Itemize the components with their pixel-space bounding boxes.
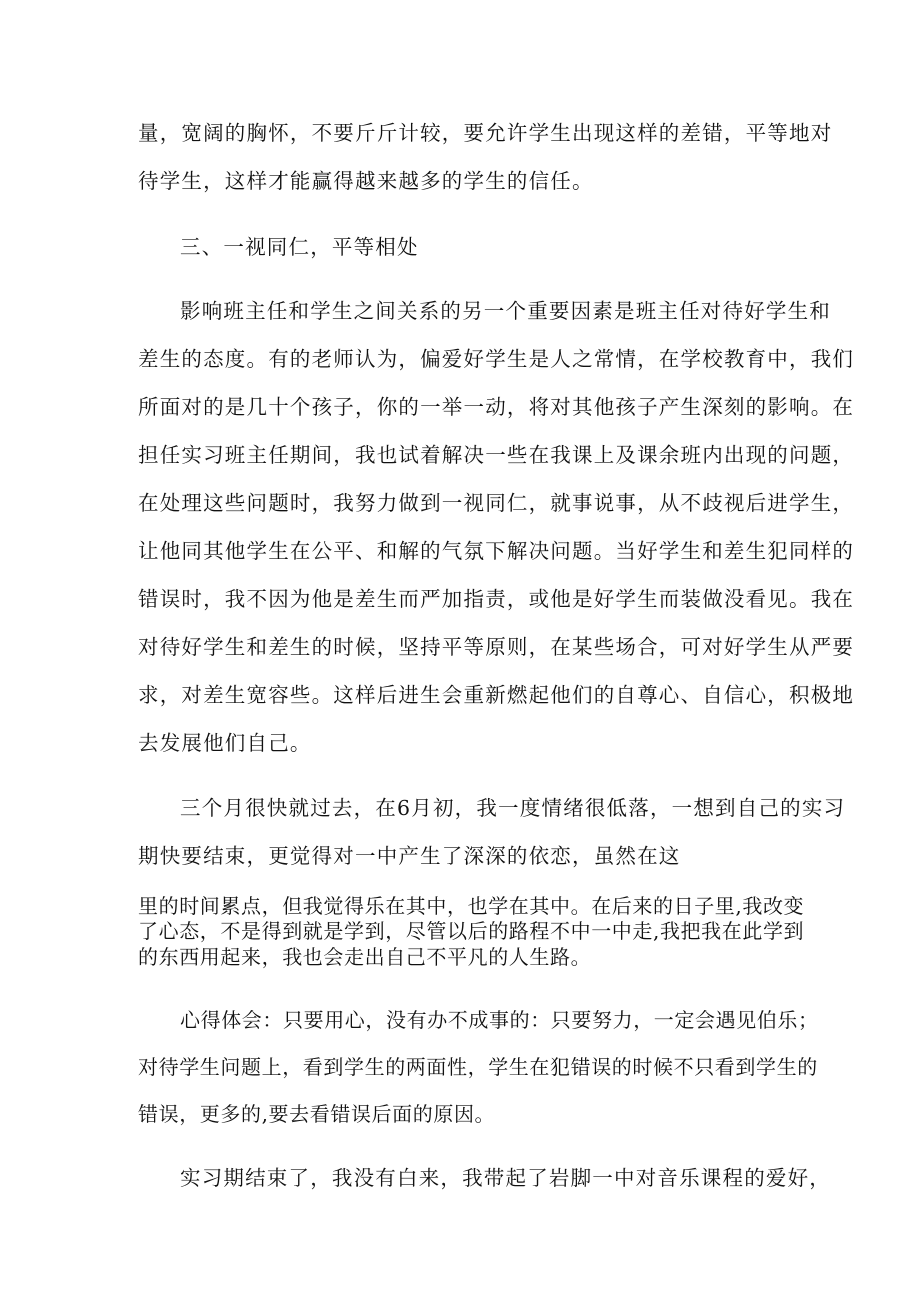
text-line: 所面对的是几十个孩子，你的一举一动，将对其他孩子产生深刻的影响。在 (138, 395, 855, 419)
text-line: 期快要结束，更觉得对一中产生了深深的依恋，虽然在这 (138, 844, 681, 868)
text-line: 让他同其他学生在公平、和解的气氛下解决问题。当好学生和差生犯同样的 (138, 539, 855, 563)
paragraph-start-line: 影响班主任和学生之间关系的另一个重要因素是班主任对待好学生和 (180, 299, 831, 323)
text-line: 对待好学生和差生的时候，坚持平等原则，在某些场合，可对好学生从严要 (138, 635, 855, 659)
section-heading: 三、一视同仁，平等相处 (180, 235, 419, 259)
text-line: 在处理这些问题时，我努力做到一视同仁，就事说事，从不歧视后进学生， (138, 491, 855, 515)
text-line: 去发展他们自己。 (138, 731, 312, 755)
text-line: 对待学生问题上，看到学生的两面性，学生在犯错误的时候不只看到学生的 (138, 1055, 818, 1079)
text-line: 量，宽阔的胸怀，不要斤斤计较，要允许学生出现这样的差错，平等地对 (138, 121, 833, 145)
text-line: 的东西用起来，我也会走出自己不平凡的人生路。 (138, 945, 592, 969)
text-line: 担任实习班主任期间，我也试着解决一些在我课上及课余班内出现的问题， (138, 443, 855, 467)
paragraph-start-line: 三个月很快就过去，在6月初，我一度情绪很低落，一想到自己的实习 (180, 796, 846, 820)
text-line: 求，对差生宽容些。这样后进生会重新燃起他们的自尊心、自信心，积极地 (138, 683, 855, 707)
text-line: 了心态，不是得到就是学到，尽管以后的路程不中一中走,我把我在此学到 (138, 919, 805, 943)
text-line: 里的时间累点，但我觉得乐在其中，也学在其中。在后来的日子里,我改变 (138, 894, 805, 918)
text-line: 待学生，这样才能赢得越来越多的学生的信任。 (138, 169, 594, 193)
text-line: 差生的态度。有的老师认为，偏爱好学生是人之常情，在学校教育中，我们 (138, 347, 855, 371)
text-line: 错误时，我不因为他是差生而严加指责，或他是好学生而装做没看见。我在 (138, 587, 855, 611)
paragraph-start-line: 心得体会：只要用心，没有办不成事的：只要努力，一定会遇见伯乐； (180, 1008, 819, 1032)
text-line: 错误，更多的,要去看错误后面的原因。 (138, 1102, 496, 1126)
paragraph-start-line: 实习期结束了，我没有白来，我带起了岩脚一中对音乐课程的爱好， (180, 1166, 831, 1190)
